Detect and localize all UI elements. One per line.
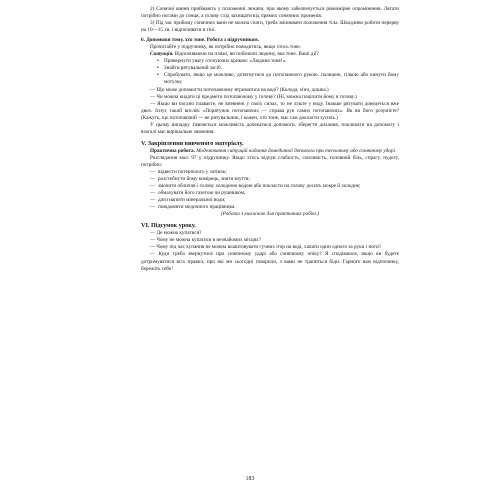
- dash-item: — обмахувати його газетою чи рушником;: [150, 190, 399, 197]
- practical-work-paragraph: [141, 148, 399, 155]
- section-v-intro: Розглядання мал. 97 у підручнику. Якщо хтось відчув слабкість, сонливість, головний біль, спрагу, нудоту, потрібно:: [141, 154, 399, 168]
- paragraph-sun-bath-3: 3) Під час прийому сонячних ванн не можна спати, треба змінювати положення тіла. Шкодливо робити перерву на 10—15 хв. і відпочивати в тіні.: [141, 20, 399, 34]
- situation-paragraph: [141, 51, 399, 58]
- summary-question-4: — Куди треба звернутися при сонячному ударі або сонячному опіку? Я сподіваюся, якщо ви будете дотримуватися всіх правил, про які ми сьогодні говорили, з вами не трапиться біди. Гарного вам відпочинку, бережіть себе!: [141, 251, 399, 272]
- section-v-heading: V. Закріплення вивченого матеріалу.: [141, 139, 244, 147]
- dash-item-text: обмахувати його газетою чи рушником;: [158, 190, 246, 197]
- dash-item-text: дати напити мінеральної води;: [158, 197, 226, 204]
- summary-question-1: — Де можна купатися?: [150, 230, 202, 237]
- dash-item: — відвести потерпілого у затінок;: [150, 169, 399, 176]
- summary-question-2: — Чому не можна купатися в незнайомих місцях?: [150, 237, 261, 244]
- dash-item: — дати напити мінеральної води;: [150, 197, 399, 204]
- situation-text: Відпочиваючи на пляжі, ви побачили людину, яка тоне. Ваші дії?: [173, 51, 319, 58]
- question-4: У цьому випадку з'являється можливість дочекатися допомоги, зберегти дихання, покликати на допомогу і взагалі має вирішальне значення.: [141, 121, 399, 135]
- dash-item-text: відвести потерпілого у затінок;: [158, 168, 227, 175]
- bullet-text: Привернути увагу оточуючих криком: «Людина тоне!».: [164, 58, 287, 65]
- dash-item: — повідомити медичного працівника.: [150, 204, 399, 211]
- text-column: [141, 6, 399, 273]
- bullet-icon: •: [157, 58, 159, 65]
- paragraph-sun-bath-2: 2) Сонячні ванни приймають у положенні лежачи, при якому забезпечується рівномірне опромінення. Лягати потрібно ногами до сонця, а голову слід захищати від прямих сонячних променів.: [141, 6, 399, 20]
- dash-item: — розстебнути йому комірець, зняти взуття;: [150, 176, 399, 183]
- dash-item-text: повідомити медичного працівника.: [158, 204, 236, 211]
- dash-item-text: розстебнути йому комірець, зняти взуття;: [158, 176, 250, 183]
- practical-work-note: (Робота з книжкою для практичних робіт.): [221, 211, 319, 218]
- question-3: — Якщо ви погано плаваєте, не впевнені у своїх силах, то не лізьте у воду. Інакше рятувати доведеться вже двох. Існує такий вислів: «Порятунок потопаючих — справа рук самих потопаючих». Як ви його розумієте? (Кажуть, що потопаючий — не рятувальник, і кожен, хто тоне, має сам докласти зусиль.): [141, 100, 399, 121]
- practical-work-label: Практична робота.: [150, 147, 195, 154]
- question-1: — Що може допомогти потопаючому втриматися на воді? (Колода, м'яч, дошка.): [150, 86, 329, 93]
- page-number: 183: [245, 476, 255, 482]
- bullet-icon: •: [157, 65, 159, 72]
- section-6-intro: Прочитайте у підручнику, як потрібно поводитись, якщо хтось тоне.: [150, 44, 302, 51]
- situation-label: Ситуація.: [150, 51, 174, 58]
- bullet-text: Спробувати, якщо це можливо, дотягнутися до потопаючого рукою, палицею, гілкою або кинути йому мотузку.: [164, 72, 399, 86]
- bullet-text: Знайти рятувальний засіб.: [164, 65, 222, 72]
- section-vi-heading: VI. Підсумок уроку.: [141, 222, 196, 230]
- question-2: — Чи можна кидати ці предмети потопаючому у голову? (Ні, можна поцілити йому в голову.): [150, 93, 357, 100]
- dash-item: — змочити обличчя і голову холодною водою або покласти на голову досить мокре й холодне;: [150, 183, 399, 190]
- summary-question-3: — Чому під час купання не можна влаштовувати гучних ігор на воді, хапати один одного за руки і ноги?: [150, 244, 382, 251]
- bullet-icon: •: [157, 72, 159, 79]
- bullet-item: [157, 72, 399, 86]
- practical-work-text: Моделювання ситуацій надання домедичної допомоги при тепловому або сонячному ударі.: [194, 147, 397, 154]
- section-6-heading: 6. Допоможи тому, хто тоне. Робота з підручником.: [141, 37, 259, 44]
- dash-item-text: змочити обличчя і голову холодною водою або покласти на голову досить мокре й холодне;: [158, 183, 361, 190]
